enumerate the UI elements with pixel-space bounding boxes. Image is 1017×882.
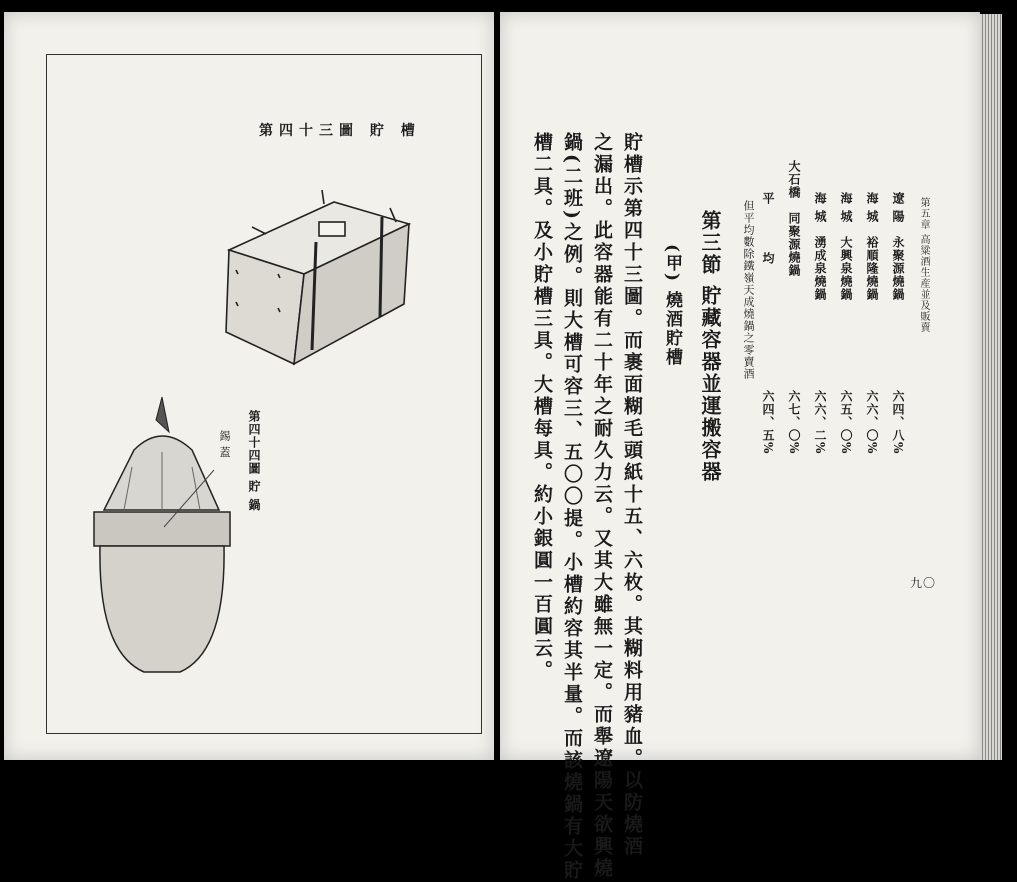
sub-heading: (甲) 燒酒貯槽 [662,244,682,368]
table-row-average: 平 均 [761,192,775,287]
table-row: 遼 陽 永聚源燒鍋 [891,192,905,302]
table-row: 大石橋 同聚源燒鍋 [787,160,801,277]
left-page [4,12,494,760]
table-value: 六七、〇% [787,390,801,455]
tin-lid-label: 錫 蓋 [218,430,231,459]
table-row: 海 城 湧成泉燒鍋 [813,192,827,302]
body-line: 鍋(二班)之例。則大槽可容三、五〇〇提。小槽約容其半量。而該燒鍋有大貯 [561,132,583,882]
body-line: 貯槽示第四十三圖。而裹面糊毛頭紙十五、六枚。其糊料用豬血。以防燒酒 [621,132,643,858]
right-page [500,12,980,882]
table-note: 但平均數除鐵嶺天成燒鍋之零賣酒 [742,200,755,380]
running-header: 第五章 高粱酒生産並及販賣 [918,197,929,334]
storage-tank-illustration [4,12,494,712]
table-value: 六六、二% [813,390,827,455]
page-number: 九〇 [910,576,937,590]
table-value: 六五、〇% [839,390,853,455]
table-row: 海 城 大興泉燒鍋 [839,192,853,302]
page-edges [980,14,1002,760]
figure-43-title: 第四十三圖 貯 槽 [259,123,421,139]
table-value: 六四、八% [891,390,905,455]
storage-pot-illustration [94,397,230,672]
table-value: 六四、五% [761,390,775,455]
figure-44-title: 第四十四圖 貯 鍋 [247,410,261,512]
table-value: 六六、〇% [865,390,879,455]
body-line: 之漏出。此容器能有二十年之耐久力云。又其大雖無一定。而舉遼陽天欲興燒 [591,132,613,880]
body-line: 槽二具。及小貯槽三具。大槽每具。約小銀圓一百圓云。 [531,132,553,682]
section-heading: 第三節 貯藏容器並運搬容器 [698,210,722,483]
table-row: 海 城 裕順隆燒鍋 [865,192,879,302]
